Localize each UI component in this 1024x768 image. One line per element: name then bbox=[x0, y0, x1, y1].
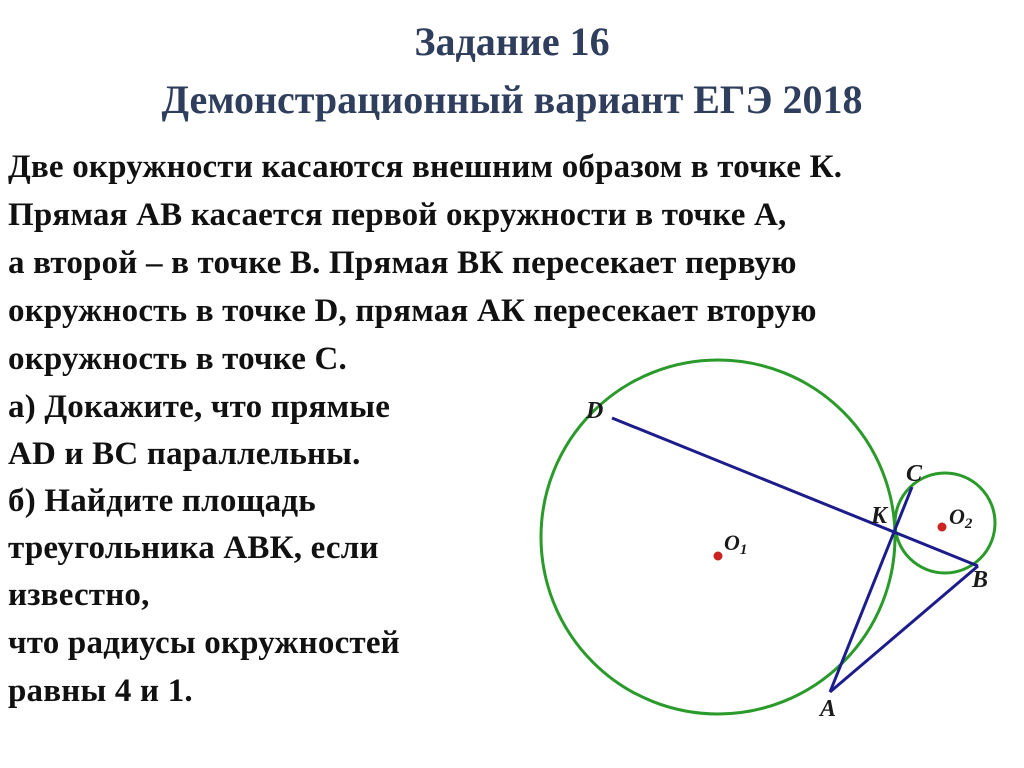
label-O1: O1 bbox=[724, 530, 748, 558]
segment-AB bbox=[830, 566, 978, 692]
label-K: K bbox=[871, 503, 888, 529]
label-A: A bbox=[820, 696, 837, 722]
part-a-line: AD и ВС параллельны. bbox=[8, 436, 361, 472]
part-b-line: известно, bbox=[8, 577, 150, 613]
problem-line: Прямая АВ касается первой окружности в точке А, bbox=[8, 197, 787, 233]
problem-line: окружность в точке D, прямая АК пересекает вторую bbox=[8, 293, 817, 329]
label-C: C bbox=[906, 461, 923, 487]
label-O2: O2 bbox=[949, 504, 973, 532]
center-o1-point bbox=[714, 552, 723, 561]
problem-line: окружность в точке С. bbox=[8, 341, 347, 377]
part-b-line: что радиусы окружностей bbox=[8, 625, 400, 661]
center-o2-point bbox=[938, 523, 947, 532]
problem-line: а второй – в точке В. Прямая ВК пересекает первую bbox=[8, 245, 797, 281]
part-b-line: треугольника АВК, если bbox=[8, 530, 379, 566]
problem-line: Две окружности касаются внешним образом в точке К. bbox=[8, 149, 843, 185]
segment-DB bbox=[612, 418, 978, 566]
part-a-line: а) Докажите, что прямые bbox=[8, 389, 391, 425]
part-b-line: равны 4 и 1. bbox=[8, 673, 193, 709]
part-b-line: б) Найдите площадь bbox=[8, 483, 316, 519]
task-subtitle: Демонстрационный вариант ЕГЭ 2018 bbox=[161, 77, 863, 122]
task-title: Задание 16 bbox=[414, 19, 610, 64]
label-B: B bbox=[972, 567, 989, 593]
label-D: D bbox=[586, 398, 604, 424]
